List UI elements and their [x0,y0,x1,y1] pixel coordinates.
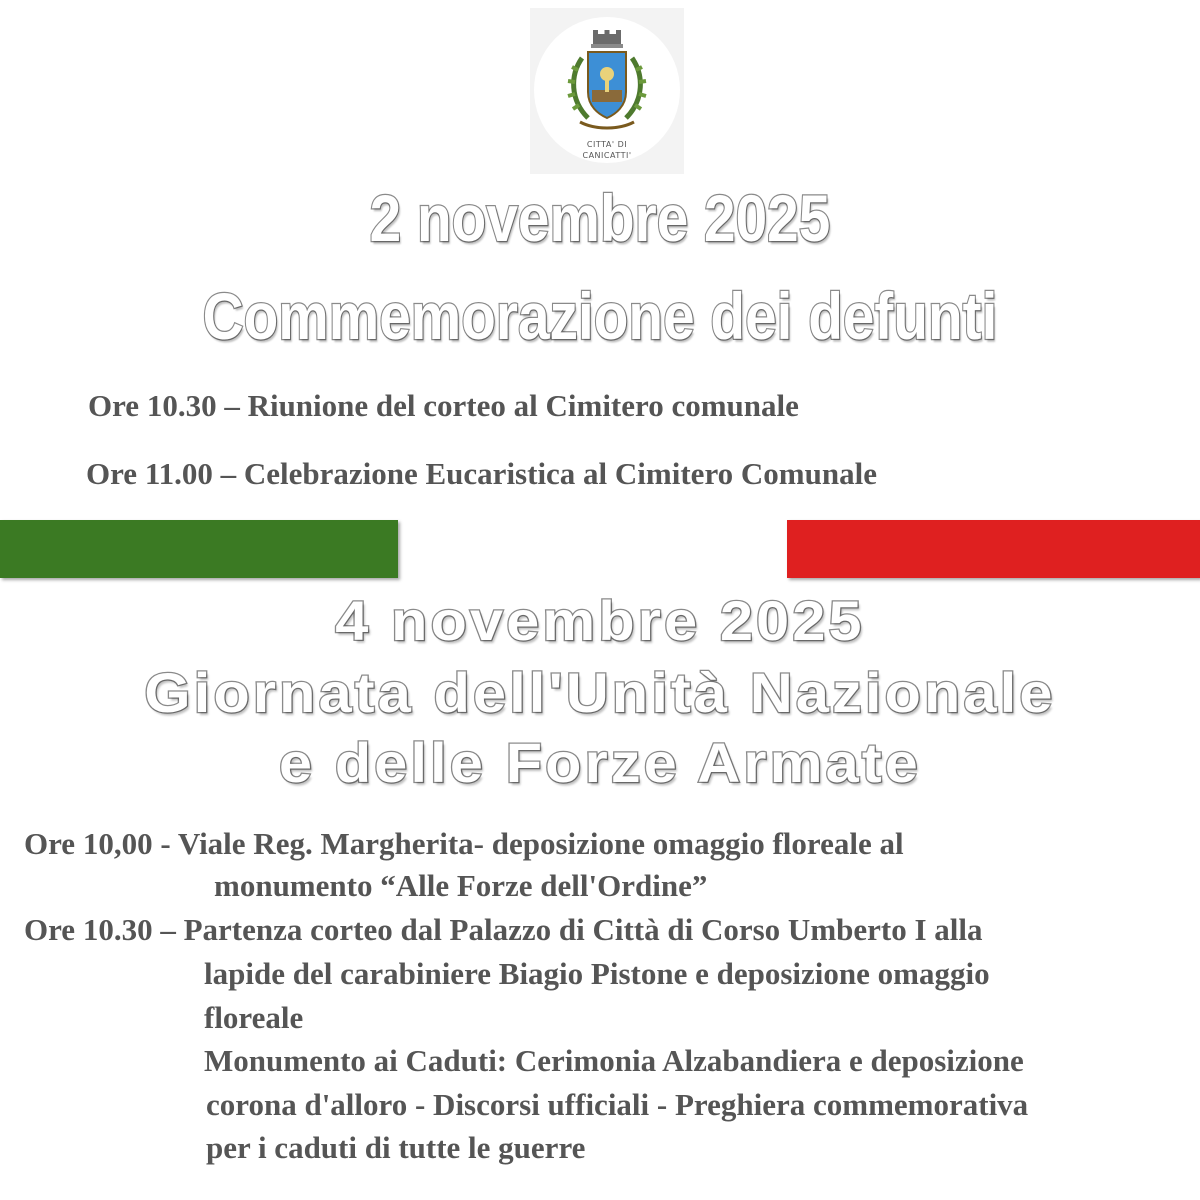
event2-line: per i caduti di tutte le guerre [206,1130,586,1165]
event1-title-heading: Commemorazione dei defunti [202,279,998,353]
event1-date-heading: 2 novembre 2025 [369,181,831,255]
event2-line: monumento “Alle Forze dell'Ordine” [214,868,708,903]
city-crest-icon [560,30,654,135]
event2-title-line2: e delle Forze Armate [278,731,921,794]
flag-green-bar [0,520,398,578]
event2-line: Ore 10,00 - Viale Reg. Margherita- deposizione omaggio floreale al [24,826,904,861]
crest-caption-line1: CITTA' DI [586,140,628,149]
event2-title-line1: Giornata dell'Unità Nazionale [144,661,1056,724]
event2-line: corona d'alloro - Discorsi ufficiali - Preghiera commemorativa [206,1087,1029,1122]
event2-line: lapide del carabiniere Biagio Pistone e deposizione omaggio [204,956,990,991]
event1-item: Ore 10.30 – Riunione del corteo al Cimitero comunale [88,388,799,423]
crest-caption-line2: CANICATTI' [582,151,632,160]
event2-line: floreale [204,1000,304,1035]
event2-line: Ore 10.30 – Partenza corteo dal Palazzo di Città di Corso Umberto I alla [24,912,983,947]
event1-item: Ore 11.00 – Celebrazione Eucaristica al Cimitero Comunale [86,456,877,491]
event2-line: Monumento ai Caduti: Cerimonia Alzabandiera e deposizione [204,1043,1024,1078]
flag-red-bar [787,520,1200,578]
event2-date-heading: 4 novembre 2025 [335,589,865,652]
